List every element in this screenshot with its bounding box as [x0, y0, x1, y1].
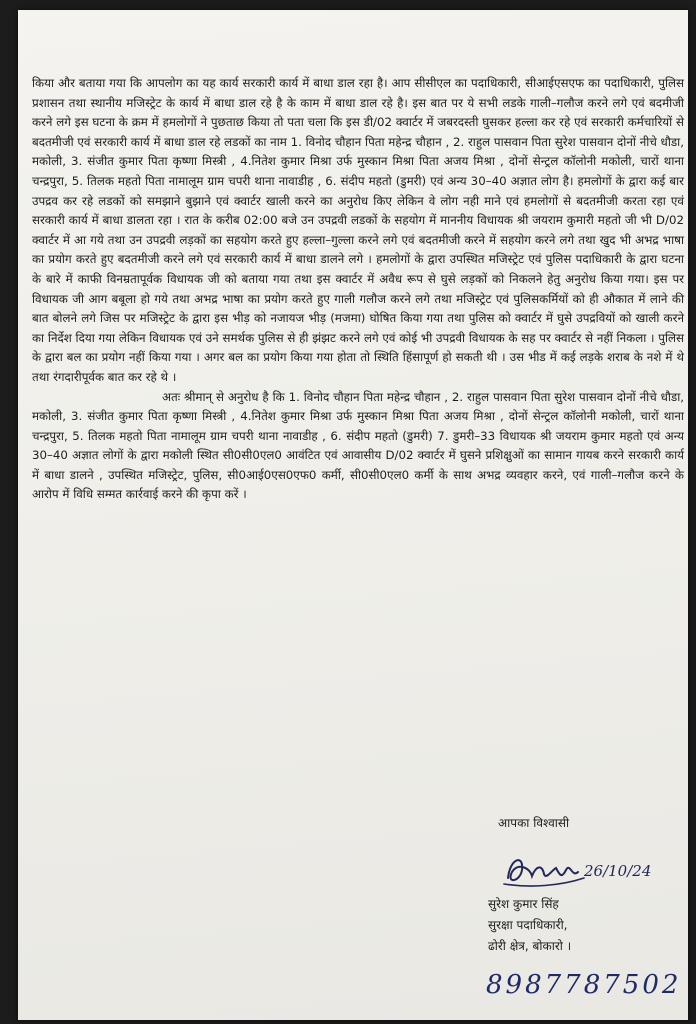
closing-line: आपका विश्वासी [498, 816, 570, 830]
body-paragraph-2: अतः श्रीमान् से अनुरोध है कि 1. विनोद चौहान पिता महेन्द्र चौहान , 2. राहुल पासवान पिता सुरेश पासवान दोनों नीचे धौडा, मकोली, 3. संजीत कुमार पिता कृष्णा मिस्त्री , 4.नितेश कुमार मिश्रा उर्फ मुस्कान मिश्रा पिता अजय मिश्रा , दोनों सेन्ट्रल कॉलोनी मकोली, चारों थाना चन्द्रपुरा, 5. तिलक महतो पिता नामालूम ग्राम चपरी थाना नावाडीह , 6. संदीप महतो (डुमरी) 7. डुमरी–33 विधायक श्री जयराम कुमार महतो एवं अन्य 30–40 अज्ञात लोगों के द्वारा मकोली स्थित सी0सी0एल0 आवंटित एवं आवासीय D/02 क्वार्टर में घुसने प्रशिक्षुओं का सामान गायब करने सरकारी कार्य में बाधा डालने , उपस्थित मजिस्ट्रेट, पुलिस, सी0आई0एस0एफ0 कर्मी, सी0सी0एल0 कर्मी के साथ अभद्र व्यवहार करने, एवं गाली–गलौज करने के आरोप में विधि सम्मत कार्रवाई करने की कृपा करें । [32, 389, 684, 502]
letter-page [18, 10, 688, 1020]
signatory-area: ढोरी क्षेत्र, बोकारो । [488, 939, 572, 953]
letter-body [32, 74, 684, 505]
signatory-name: सुरेश कुमार सिंह [488, 897, 559, 911]
handwritten-phone-number: 8987787502 [486, 970, 682, 1000]
signatory-title: सुरक्षा पदाधिकारी, [488, 918, 568, 932]
body-paragraph-1: किया और बताया गया कि आपलोग का यह कार्य सरकारी कार्य में बाधा डाल रहा है। आप सीसीएल का पदाधिकारी, सीआईएसएफ का पदाधिकारी, पुलिस प्रशासन तथा स्थानीय मजिस्ट्रेट के कार्य में बाधा डाल रहे है के काम में बाधा डाल रहे है। इस बात पर ये सभी लडके गाली–गलौज करने लगे एवं बदमीजी करने लगे इस घटना के क्रम में हमलोगों ने पुछताछ किया तो पता चला कि इस डी/02 क्वार्टर में जबरदस्ती घुसकर हल्ला कर रहे एवं सरकारी कर्मचारियों से बदतमीजी एवं सरकारी कार्य में बाधा डाल रहे लडकों का नाम 1. विनोद चौहान पिता महेन्द्र चौहान , 2. राहुल पासवान पिता सुरेश पासवान दोनों नीचे धौडा, मकोली, 3. संजीत कुमार पिता कृष्णा मिस्त्री , 4.नितेश कुमार मिश्रा उर्फ मुस्कान मिश्रा पिता अजय मिश्रा , दोनों सेन्ट्रल कॉलोनी मकोली, चारों थाना चन्द्रपुरा, 5. तिलक महतो पिता नामालूम ग्राम चपरी थाना नावाडीह , 6. संदीप महतो (डुमरी) एवं अन्य 30–40 अज्ञात लोग है। हमलोगों के द्वारा कई बार उपद्रव कर रहे लडकों को समझाने बुझाने एवं क्वार्टर खाली करने का अनुरोध किए लेकिन वे लोग नही माने एवं हमलोगों से बदतमीजी करता रहा एवं सरकारी कार्य में बाधा डालता रहा । रात के करीब 02:00 बजे उन उपद्रवी लडकों के सहयोग में माननीय विधायक श्री जयराम कुमारी महतो जी भी D/02 क्वार्टर में आ गये तथा उन उपद्रवी लड़कों का सहयोग करते हुए हल्ला–गुल्ला करने लगे एवं बदतमीजी करने में सहयोग करने लगे तथा खुद भी अभद्र भाषा का प्रयोग करते हुए बदतमीजी करने लगे एवं सरकारी कार्य में बाधा डालने लगे । हमलोगों के द्वारा उपस्थित मजिस्ट्रेट एवं पुलिस पदाधिकारी के द्वारा घटना के बारे में काफी विनम्रतापूर्वक विधायक जी को बताया गया तथा इस क्वार्टर में अवैध रूप से घुसे लड़कों को निकलने हेतु अनुरोध किया गया। इस पर विधायक जी आग बबूला हो गये तथा अभद्र भाषा का प्रयोग करते हुए गाली गलौज करने लगे तथा मजिस्ट्रेट एवं पुलिसकर्मियों को ही औकात में लाने की बात बोलने लगे जिस पर मजिस्ट्रेट के द्वारा इस भीड़ को नजायज भीड़ (मजमा) घोषित किया गया तथा पुलिस को क्वार्टर में घुसे उपद्रवियों को खाली करने का निर्देश दिया गया लेकिन विधायक एवं उने समर्थक पुलिस से ही झंझट करने लगे एवं कोई भी उपद्रवी विधायक के सह पर क्वार्टर से नहीं निकला । पुलिस के द्वारा बल का प्रयोग नहीं किया गया । अगर बल का प्रयोग किया गया होता तो स्थिति हिंसापूर्ण हो सकती थी । उस भीड में कई लड़के शराब के नशे में थे तथा रंगदारीपूर्वक बात कर रहे थे । [32, 76, 684, 384]
signatory-block [488, 894, 571, 957]
signature-date: 26/10/24 [584, 862, 652, 880]
